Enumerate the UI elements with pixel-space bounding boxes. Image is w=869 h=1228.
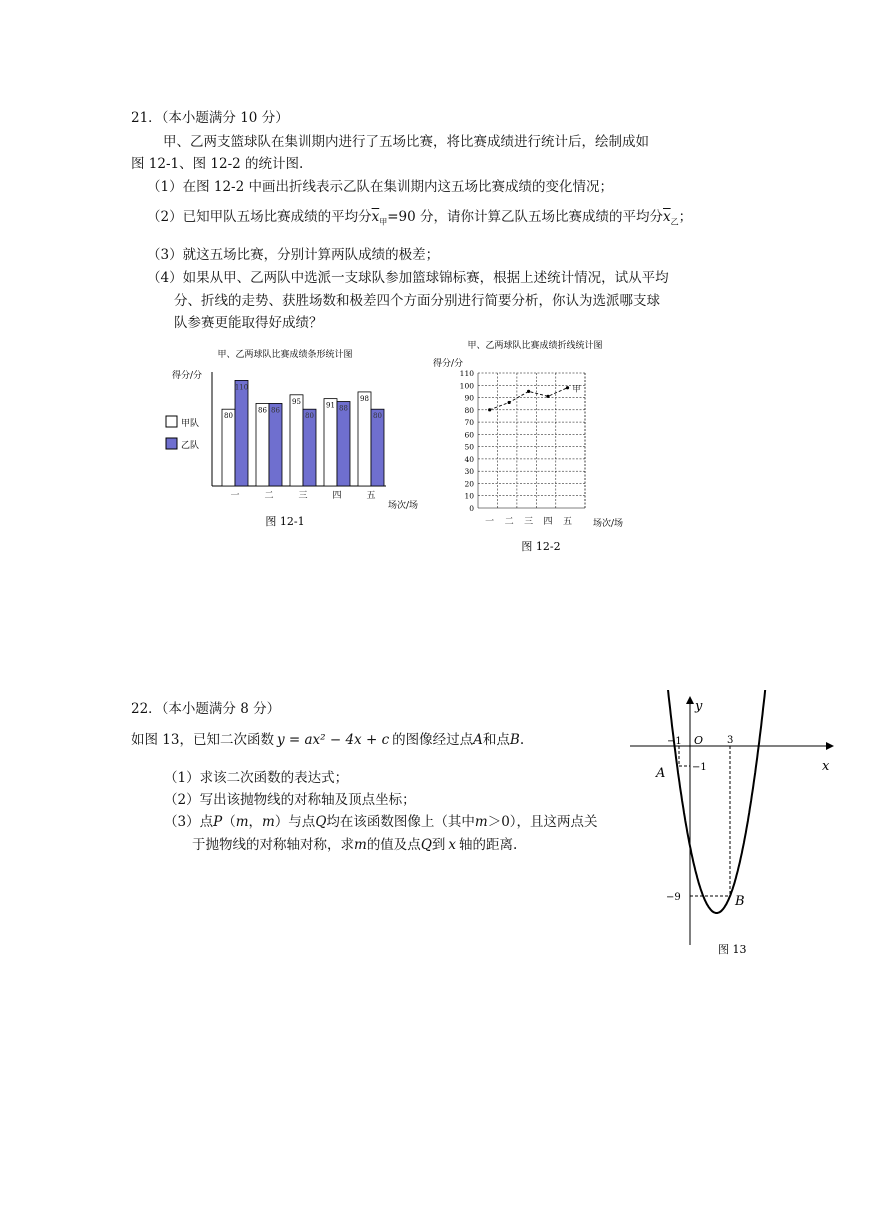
legend-swatch-jia	[166, 416, 177, 427]
line-chart-caption: 图 12-2	[521, 540, 561, 553]
q21-item-4-line3: 队参赛更能取得好成绩？	[174, 315, 323, 331]
q22-item-3-line1: （3）点P（m，m）与点Q均在该函数图像上（其中m＞0），且这两点关	[164, 814, 598, 830]
bar-chart-legend	[166, 416, 199, 451]
q21-item-4-line1: （4）如果从甲、乙两队中选派一支球队参加篮球锦标赛，根据上述统计情况，试从平均	[147, 270, 669, 286]
bar-data-label: 91	[326, 401, 335, 410]
bar-chart-x-tick: 一	[230, 491, 240, 501]
line-chart-y-tick: 60	[464, 430, 474, 440]
line-chart-y-tick: 100	[459, 381, 474, 391]
line-chart-y-tick: 30	[464, 467, 474, 477]
line-chart-ylabel: 得分/分	[433, 359, 464, 369]
q22-header: 22．（本小题满分 8 分）	[131, 701, 281, 717]
fig13-y-arrow-icon	[686, 696, 694, 704]
bar-data-label: 86	[271, 406, 280, 415]
bar-jia-1	[222, 409, 235, 486]
bar-yi-3	[303, 409, 316, 486]
bar-yi-2	[269, 403, 282, 486]
bar-chart-xlabel: 场次/场	[388, 501, 419, 511]
bar-chart-x-tick: 三	[298, 491, 308, 501]
q22-item-2: （2）写出该抛物线的对称轴及顶点坐标；	[164, 792, 416, 808]
q21-intro-line2: 图 12-1、图 12-2 的统计图.	[131, 156, 304, 172]
bar-data-label: 88	[339, 404, 348, 413]
line-point-jia	[488, 408, 491, 411]
fig13-label-a: A	[656, 766, 666, 781]
bar-jia-3	[290, 395, 303, 486]
bar-chart-x-tick: 四	[332, 491, 342, 501]
fig13-label-y: y	[695, 699, 703, 714]
line-point-jia	[546, 395, 549, 398]
bar-yi-5	[371, 409, 384, 486]
line-chart-x-tick: 五	[562, 517, 572, 527]
legend-label-yi: 乙队	[181, 441, 200, 451]
fig13-label-3: 3	[727, 735, 734, 746]
figure-13-parabola	[620, 690, 840, 970]
legend-label-jia: 甲队	[181, 419, 200, 429]
line-point-jia	[527, 390, 530, 393]
bar-chart-x-tick: 五	[366, 491, 376, 501]
bar-yi-4	[337, 402, 350, 486]
line-chart-x-tick: 三	[524, 517, 534, 527]
legend-swatch-yi	[166, 438, 177, 449]
fig13-label-neg1-x: −1	[667, 736, 682, 747]
mean-symbol-yi: $\overline{x}$	[663, 209, 671, 225]
q22-item-1: （1）求该二次函数的表达式；	[164, 770, 349, 786]
line-chart-12-2	[425, 336, 650, 561]
bar-data-label: 95	[292, 397, 301, 406]
bar-chart-12-1	[150, 342, 420, 542]
q22-intro: 如图 13，已知二次函数 y = ax² − 4x + c 的图像经过点A和点B.	[131, 732, 525, 748]
line-series-label: 甲	[572, 384, 581, 394]
bar-yi-1	[235, 380, 248, 486]
line-chart-y-tick: 40	[464, 454, 474, 464]
fig13-caption: 图 13	[718, 943, 747, 956]
bar-chart-ylabel: 得分/分	[172, 371, 203, 381]
fig13-label-neg1-y: −1	[692, 762, 707, 773]
line-point-jia	[508, 401, 511, 404]
line-chart-x-tick: 一	[485, 517, 495, 527]
line-chart-y-tick: 80	[464, 405, 474, 415]
q21-item-4-line2: 分、折线的走势、获胜场数和极差四个方面分别进行简要分析，你认为选派哪支球	[174, 293, 660, 309]
bar-data-label: 80	[373, 412, 382, 421]
bar-data-label: 80	[224, 412, 233, 421]
line-chart-x-tick: 二	[504, 517, 514, 527]
line-chart-y-tick: 70	[464, 418, 474, 428]
q21-item-2: （2）已知甲队五场比赛成绩的平均分$\overline{x}_甲=90$ 分，请你计算乙队五场比赛成绩的平均分$\overline{x}_乙$；	[147, 209, 693, 227]
line-chart-xlabel: 场次/场	[593, 519, 624, 529]
q21-item-1: （1）在图 12-2 中画出折线表示乙队在集训期内这五场比赛成绩的变化情况；	[147, 179, 613, 195]
bar-data-label: 80	[305, 412, 314, 421]
q22-formula: y = ax² − 4x + c	[276, 732, 390, 748]
fig13-label-x: x	[822, 759, 830, 774]
line-chart-title: 甲、乙两球队比赛成绩折线统计图	[467, 341, 603, 351]
bar-chart-caption: 图 12-1	[265, 515, 305, 528]
line-chart-y-tick: 20	[464, 479, 474, 489]
bar-jia-2	[256, 403, 269, 486]
bar-data-label: 110	[234, 383, 249, 392]
mean-symbol-jia: $\overline{x}$	[371, 209, 380, 225]
line-chart-y-tick: 10	[464, 491, 474, 501]
bar-jia-5	[358, 392, 371, 486]
q21-header: 21．（本小题满分 10 分）	[131, 110, 289, 126]
bar-data-label: 98	[360, 394, 369, 403]
fig13-label-neg9: −9	[666, 892, 681, 903]
bar-data-label: 86	[258, 406, 267, 415]
fig13-parabola-curve	[665, 690, 769, 913]
bar-jia-4	[324, 399, 337, 486]
fig13-label-b: B	[735, 894, 745, 909]
q21-item-3: （3）就这五场比赛，分别计算两队成绩的极差；	[147, 247, 440, 263]
bar-chart-x-tick: 二	[264, 491, 274, 501]
q21-intro-line1: 甲、乙两支篮球队在集训期内进行了五场比赛，将比赛成绩进行统计后，绘制成如	[163, 134, 649, 150]
line-chart-y-tick: 0	[469, 504, 474, 513]
fig13-x-arrow-icon	[826, 742, 834, 750]
line-chart-y-tick: 50	[464, 442, 474, 452]
line-chart-x-tick: 四	[543, 517, 553, 527]
bar-chart-title: 甲、乙两球队比赛成绩条形统计图	[217, 350, 353, 360]
line-point-jia	[566, 386, 569, 389]
fig13-label-origin: O	[694, 734, 704, 747]
line-chart-y-tick: 90	[464, 393, 474, 403]
q22-item-3-line2: 于抛物线的对称轴对称，求m的值及点Q到 x 轴的距离.	[192, 837, 518, 853]
line-chart-y-tick: 110	[459, 369, 474, 378]
